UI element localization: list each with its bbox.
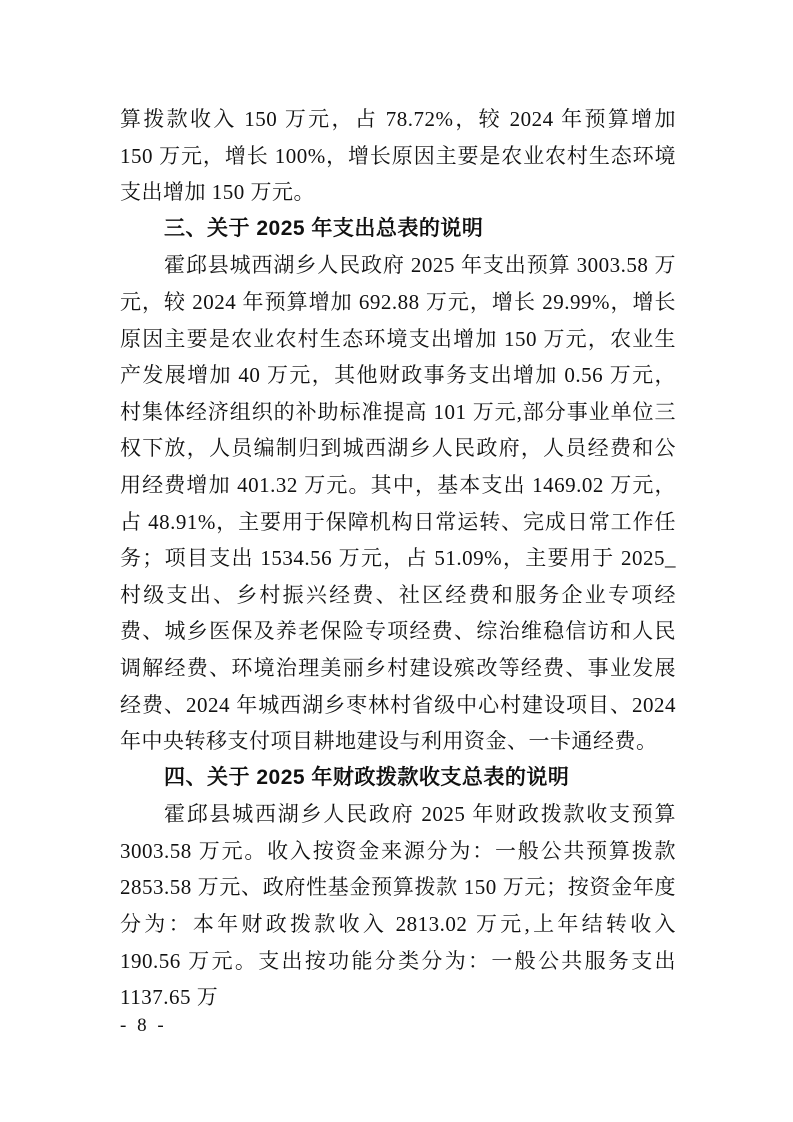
document-content xyxy=(120,101,676,1016)
paragraph-continuation-budget-allocation: 算拨款收入 150 万元，占 78.72%，较 2024 年预算增加 150 万元，增长 100%，增长原因主要是农业农村生态环境支出增加 150 万元。 xyxy=(120,107,676,205)
paragraph-section-3-expenditure-detail: 霍邱县城西湖乡人民政府 2025 年支出预算 3003.58 万元，较 2024 年预算增加 692.88 万元，增长 29.99%，增长原因主要是农业农村生态环境支出增加 150 万元，农业生产发展增加 40 万元，其他财政事务支出增加 0.56 万元，村集体经济组织的补助标准提高 101 万元,部分事业单位三权下放，人员编制归到城西湖乡人民政府，人员经费和公用经费增加 401.32 万元。其中，基本支出 1469.02 万元，占 48.91%，主要用于保障机构日常运转、完成日常工作任务；项目支出 1534.56 万元，占 51.09%，主要用于 2025_村级支出、乡村振兴经费、社区经费和服务企业专项经费、城乡医保及养老保险专项经费、综治维稳信访和人民调解经费、环境治理美丽乡村建设殡改等经费、事业发展经费、2024 年城西湖乡枣林村省级中心村建设项目、2024 年中央转移支付项目耕地建设与利用资金、一卡通经费。 xyxy=(120,253,676,754)
section-heading-4-fiscal-appropriation-summary: 四、关于 2025 年财政拨款收支总表的说明 xyxy=(164,765,570,789)
paragraph-section-4-fiscal-appropriation-detail: 霍邱县城西湖乡人民政府 2025 年财政拨款收支预算 3003.58 万元。收入按资金来源分为：一般公共预算拨款 2853.58 万元、政府性基金预算拨款 150 万元；按资金年度分为：本年财政拨款收入 2813.02 万元,上年结转收入 190.56 万元。支出按功能分类分为：一般公共服务支出 1137.65 万 xyxy=(120,802,676,1010)
section-heading-3-expenditure-summary: 三、关于 2025 年支出总表的说明 xyxy=(164,216,484,240)
page-number: - 8 - xyxy=(120,1015,167,1036)
